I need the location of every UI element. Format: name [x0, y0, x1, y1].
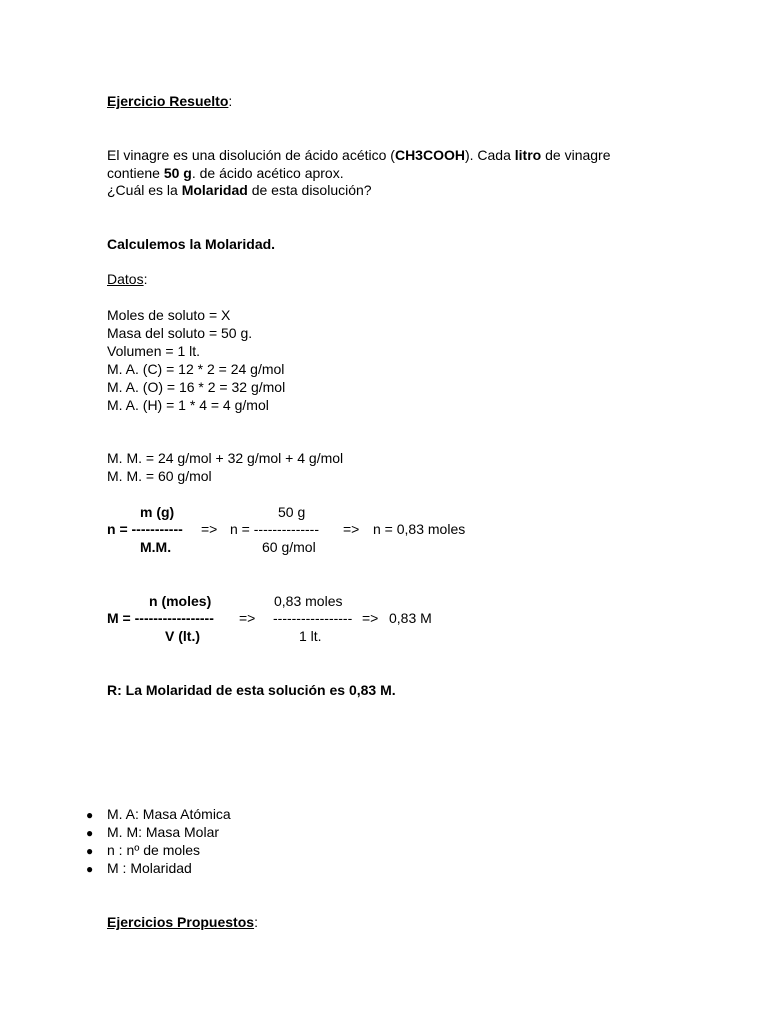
calc-heading [107, 235, 275, 253]
section-heading-proposed [107, 913, 258, 931]
formula-m-middle: ----------------- [273, 610, 353, 626]
problem-line-1 [107, 146, 611, 164]
text: ¿Cuál es la [107, 182, 182, 198]
data-line: Moles de soluto = X [107, 307, 231, 323]
section-heading-resolved [107, 92, 232, 110]
problem-line-2 [107, 164, 344, 182]
formula: CH3COOH [394, 147, 465, 163]
datos-colon: : [143, 271, 148, 287]
glossary-item: M. A: Masa Atómica [107, 806, 231, 822]
label: M.M. [140, 539, 172, 555]
label: V (lt.) [165, 628, 200, 644]
answer-text: R: La Molaridad de esta solución es 0,83 M. [107, 682, 396, 698]
formula-n-arrow: => [201, 521, 218, 537]
formula-m-arrow: => [362, 610, 379, 626]
formula-n-result: n = 0,83 moles [373, 521, 466, 537]
bullet-icon: ● [86, 862, 94, 876]
emphasis: litro [514, 147, 542, 163]
data-line: Volumen = 1 lt. [107, 343, 201, 359]
formula-m-denominator-label [165, 627, 200, 645]
bullet-icon: ● [86, 826, 94, 840]
emphasis: Molaridad [181, 182, 248, 198]
data-line: Masa del soluto = 50 g. [107, 325, 253, 341]
formula-m-lhs [107, 609, 214, 627]
formula-m-numerator-label [149, 592, 211, 610]
answer [107, 681, 396, 699]
bullet-icon: ● [86, 844, 94, 858]
formula-m-denominator-value: 1 lt. [299, 628, 322, 644]
formula-n-arrow: => [343, 521, 360, 537]
glossary-item: M. M: Masa Molar [107, 824, 220, 840]
lhs: n = ----------- [107, 521, 183, 537]
text: El vinagre es una disolución de ácido acético ( [107, 147, 395, 163]
formula-n-denominator-label [140, 538, 171, 556]
glossary-item: M : Molaridad [107, 860, 192, 876]
bullet-icon: ● [86, 808, 94, 822]
heading-title: Ejercicios Propuestos [107, 914, 255, 930]
problem-line-3 [107, 181, 372, 199]
data-line: M. A. (C) = 12 * 2 = 24 g/mol [107, 361, 285, 377]
datos-heading [107, 270, 147, 288]
label: m (g) [140, 504, 175, 520]
formula-n-lhs [107, 520, 183, 538]
heading-colon: : [254, 914, 258, 930]
formula-n-numerator-label [140, 503, 174, 521]
formula-n-denominator-value: 60 g/mol [262, 539, 316, 555]
emphasis: 50 g [163, 165, 192, 181]
data-line: M. A. (O) = 16 * 2 = 32 g/mol [107, 379, 286, 395]
text: de esta disolución? [247, 182, 372, 198]
molar-mass-line: M. M. = 24 g/mol + 32 g/mol + 4 g/mol [107, 450, 344, 466]
formula-m-numerator-value: 0,83 moles [274, 593, 343, 609]
formula-n-numerator-value: 50 g [278, 504, 306, 520]
calc-heading-text: Calculemos la Molaridad. [107, 236, 276, 252]
formula-m-result: 0,83 M [389, 610, 432, 626]
text: . de ácido acético aprox. [191, 165, 344, 181]
glossary-item: n : nº de moles [107, 842, 201, 858]
text: contiene [107, 165, 164, 181]
data-line: M. A. (H) = 1 * 4 = 4 g/mol [107, 397, 269, 413]
formula-n-middle: n = -------------- [230, 521, 320, 537]
formula-m-arrow: => [239, 610, 256, 626]
lhs: M = ----------------- [107, 610, 214, 626]
text: ). Cada [464, 147, 515, 163]
molar-mass-line: M. M. = 60 g/mol [107, 468, 212, 484]
datos-title: Datos [107, 271, 144, 287]
label: n (moles) [149, 593, 212, 609]
heading-colon: : [228, 93, 233, 109]
heading-title: Ejercicio Resuelto [107, 93, 229, 109]
text: de vinagre [541, 147, 611, 163]
